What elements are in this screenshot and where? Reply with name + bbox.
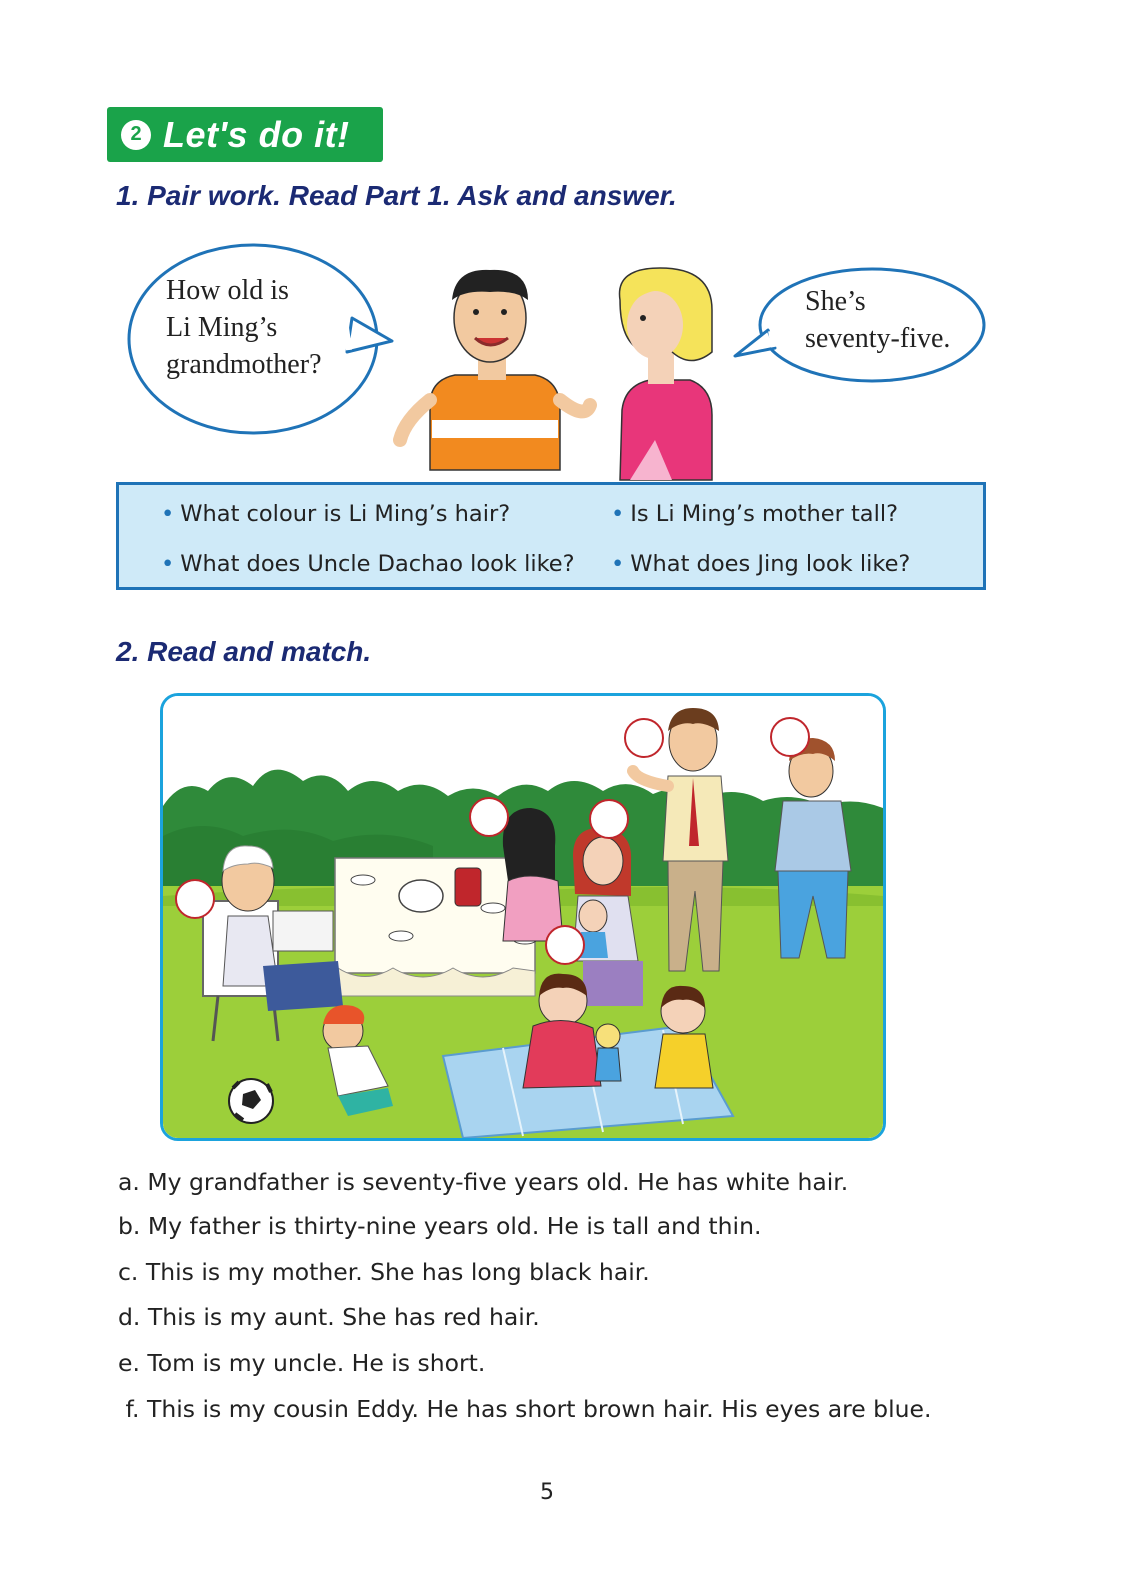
- section-badge: [107, 107, 383, 162]
- girl-yellow-figure: [655, 986, 713, 1088]
- question-item: • What does Uncle Dachao look like?: [161, 551, 575, 577]
- soccer-ball-icon: [229, 1079, 273, 1123]
- sentence-d: d. This is my aunt. She has red hair.: [118, 1303, 540, 1331]
- page-number: 5: [540, 1480, 554, 1505]
- question-box: [116, 482, 986, 590]
- bullet-icon: •: [161, 501, 175, 527]
- sentence-e: e. Tom is my uncle. He is short.: [118, 1349, 486, 1377]
- bubble-right-text: [805, 283, 950, 357]
- task1-heading: 1. Pair work. Read Part 1. Ask and answer.: [116, 180, 677, 211]
- question-item: • What does Jing look like?: [611, 551, 911, 577]
- doll-figure: [595, 1024, 621, 1081]
- bullet-icon: •: [161, 551, 175, 577]
- family-picnic-illustration: [160, 693, 886, 1141]
- boy-figure: [400, 270, 590, 470]
- girl-figure: [620, 268, 713, 480]
- bubble-right-line: She’s: [805, 286, 866, 317]
- task2-heading: 2. Read and match.: [116, 636, 372, 667]
- section-title: Let's do it!: [163, 113, 350, 155]
- bullet-icon: •: [611, 501, 625, 527]
- bubble-right-line: seventy-five.: [805, 323, 951, 354]
- sentence-c: c. This is my mother. She has long black hair.: [118, 1258, 650, 1286]
- bubble-left-line: How old is: [166, 275, 289, 306]
- sentence-f: f. This is my cousin Eddy. He has short brown hair. His eyes are blue.: [118, 1395, 932, 1423]
- sentence-b: b. My father is thirty-nine years old. He is tall and thin.: [118, 1212, 762, 1240]
- question-item: • What colour is Li Ming’s hair?: [161, 501, 511, 527]
- picnic-scene-svg: [163, 696, 883, 1138]
- sentence-a: a. My grandfather is seventy-five years old. He has white hair.: [118, 1168, 849, 1196]
- bubble-left-text: [166, 272, 322, 383]
- bubble-left-line: Li Ming’s: [166, 312, 278, 343]
- bubble-left-line: grandmother?: [166, 349, 322, 380]
- bullet-icon: •: [611, 551, 625, 577]
- question-item: • Is Li Ming’s mother tall?: [611, 501, 899, 527]
- section-number: 2: [121, 120, 151, 150]
- mother-figure: [503, 808, 563, 941]
